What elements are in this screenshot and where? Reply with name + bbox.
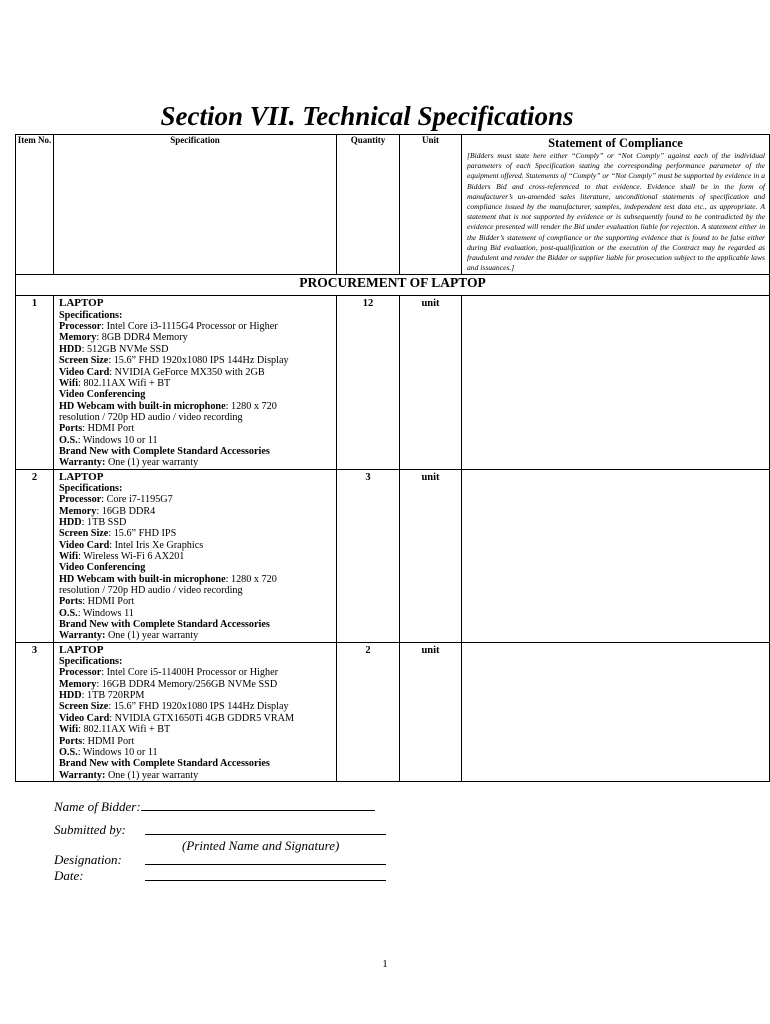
spec-value: : 1TB SSD xyxy=(81,516,127,528)
item-specification xyxy=(54,296,337,469)
item-compliance-cell[interactable] xyxy=(462,469,770,642)
spec-line xyxy=(59,758,332,769)
spec-value: : Core i7-1195G7 xyxy=(101,494,173,506)
spec-label: Memory xyxy=(59,505,97,517)
item-quantity: 2 xyxy=(337,642,400,781)
spec-line xyxy=(59,747,332,758)
spec-value: : 802.11AX Wifi + BT xyxy=(78,377,171,389)
section-heading-row xyxy=(16,275,770,296)
spec-label: HD Webcam with built-in microphone xyxy=(59,400,226,412)
spec-line xyxy=(59,389,332,400)
page-number: 1 xyxy=(382,958,388,970)
technical-specifications-table xyxy=(15,134,770,782)
spec-line xyxy=(59,344,332,355)
spec-value: One (1) year warranty xyxy=(105,457,199,469)
item-unit: unit xyxy=(400,469,462,642)
submitted-by-line xyxy=(145,822,386,835)
spec-label: Specifications: xyxy=(59,482,123,494)
spec-value: : Windows 11 xyxy=(77,607,134,619)
spec-line xyxy=(59,724,332,735)
spec-line xyxy=(59,517,332,528)
spec-line xyxy=(59,528,332,539)
date-label: Date: xyxy=(54,868,84,883)
spec-line xyxy=(59,310,332,321)
item-specification xyxy=(54,469,337,642)
spec-label: O.S. xyxy=(59,746,78,758)
table-header-row xyxy=(16,135,770,275)
spec-line xyxy=(59,596,332,607)
spec-value: : 802.11AX Wifi + BT xyxy=(78,724,171,736)
item-quantity: 3 xyxy=(337,469,400,642)
item-specification xyxy=(54,642,337,781)
item-unit: unit xyxy=(400,296,462,469)
spec-label: HDD xyxy=(59,343,82,355)
spec-value: : Intel Iris Xe Graphics xyxy=(109,539,204,551)
spec-label: Video Card xyxy=(59,539,110,551)
spec-label: HDD xyxy=(59,690,82,702)
spec-value: : Intel Core i3-1115G4 Processor or Higher xyxy=(101,321,278,333)
name-of-bidder-label: Name of Bidder: xyxy=(54,799,141,814)
header-specification: Specification xyxy=(54,135,337,275)
spec-line xyxy=(59,770,332,781)
spec-value: : Intel Core i5-11400H Processor or Higher xyxy=(101,667,278,679)
item-number: 3 xyxy=(16,642,54,781)
spec-label: Specifications: xyxy=(59,309,123,321)
spec-label: Processor xyxy=(59,321,102,333)
spec-value: : NVIDIA GTX1650Ti 4GB GDDR5 VRAM xyxy=(109,712,295,724)
spec-value: : Wireless Wi-Fi 6 AX201 xyxy=(78,551,185,562)
spec-line xyxy=(59,378,332,389)
spec-line xyxy=(59,656,332,667)
submitted-by-label: Submitted by: xyxy=(54,822,126,837)
spec-label: Processor xyxy=(59,494,102,506)
spec-value: : 8GB DDR4 Memory xyxy=(96,332,188,344)
spec-value: : NVIDIA GeForce MX350 with 2GB xyxy=(109,366,265,378)
spec-value: : 1TB 720RPM xyxy=(81,690,145,702)
spec-label: Memory xyxy=(59,332,97,344)
item-row xyxy=(16,469,770,642)
spec-line xyxy=(59,540,332,551)
page-title: Section VII. Technical Specifications xyxy=(160,101,574,131)
spec-label: Ports xyxy=(59,596,83,608)
date-line xyxy=(145,868,386,881)
item-compliance-cell[interactable] xyxy=(462,642,770,781)
section-heading: PROCUREMENT OF LAPTOP xyxy=(16,275,770,296)
item-row xyxy=(16,642,770,781)
item-number: 1 xyxy=(16,296,54,469)
spec-line xyxy=(59,412,332,423)
spec-label: HD Webcam with built-in microphone xyxy=(59,573,226,585)
spec-label: Ports xyxy=(59,735,83,747)
item-quantity: 12 xyxy=(337,296,400,469)
spec-value: One (1) year warranty xyxy=(105,769,199,781)
spec-label: Wifi xyxy=(59,551,79,562)
item-title: LAPTOP xyxy=(59,297,104,310)
spec-line xyxy=(59,701,332,712)
spec-line xyxy=(59,457,332,468)
spec-value: resolution / 720p HD audio / video recording xyxy=(59,585,243,597)
spec-line xyxy=(59,585,332,596)
item-title: LAPTOP xyxy=(59,643,104,656)
spec-label: Processor xyxy=(59,667,102,679)
spec-value: resolution / 720p HD audio / video recording xyxy=(59,411,243,423)
spec-label: Wifi xyxy=(59,724,79,736)
spec-value: : HDMI Port xyxy=(82,735,135,747)
spec-line xyxy=(59,574,332,585)
spec-value: : 1280 x 720 xyxy=(225,573,277,585)
spec-value: : 15.6” FHD IPS xyxy=(108,528,177,540)
spec-label: Brand New with Complete Standard Accessories xyxy=(59,758,270,770)
spec-label: HDD xyxy=(59,516,82,528)
spec-line xyxy=(59,736,332,747)
item-rows xyxy=(16,296,770,781)
item-unit: unit xyxy=(400,642,462,781)
spec-label: O.S. xyxy=(59,434,78,446)
spec-line xyxy=(59,367,332,378)
spec-line xyxy=(59,401,332,412)
name-of-bidder-line xyxy=(141,798,375,811)
compliance-instructions: [Bidders must state here either “Comply” or “Not Comply” against each of the individual parameters of each Specification stating the corresponding performance parameter of the equipment offered. Statements of “Comply” or “Not Comply” must be supported by evidence in a Bidders Bid and cross-referenced to that evidence. Evidence shall be in the form of manufacturer’s un-amended sales literature, unconditional statements of specification and compliance issued by the manufacturer, samples, independent test data etc., as appropriate. A statement that is not supported by evidence or is subsequently found to be contradicted by the evidence presented will render the Bid under evaluation liable for rejection. A statement either in the Bidder’s statement of compliance or the supporting evidence that is found to be false either during Bid evaluation, post-qualification or the execution of the Contract may be regarded as fraudulent and render the Bidder or supplier liable for prosecution subject to the applicable laws and issuances.] xyxy=(467,151,765,273)
designation-line xyxy=(145,852,386,865)
spec-line xyxy=(59,562,332,573)
spec-label: Warranty: xyxy=(59,630,106,642)
spec-value: : 16GB DDR4 Memory/256GB NVMe SSD xyxy=(96,678,278,690)
spec-line xyxy=(59,619,332,630)
header-statement-of-compliance xyxy=(462,135,770,275)
spec-label: Brand New with Complete Standard Accessories xyxy=(59,619,270,631)
spec-label: Ports xyxy=(59,423,83,435)
spec-label: Warranty: xyxy=(59,769,106,781)
spec-line xyxy=(59,321,332,332)
spec-line xyxy=(59,679,332,690)
spec-label: Video Card xyxy=(59,712,110,724)
spec-line xyxy=(59,483,332,494)
spec-line xyxy=(59,423,332,434)
spec-label: Video Conferencing xyxy=(59,562,146,574)
spec-line xyxy=(59,446,332,457)
spec-line xyxy=(59,713,332,724)
spec-label: Video Conferencing xyxy=(59,389,146,401)
spec-value: : 16GB DDR4 xyxy=(96,505,156,517)
header-unit: Unit xyxy=(400,135,462,275)
spec-line xyxy=(59,667,332,678)
spec-label: Memory xyxy=(59,678,97,690)
item-number: 2 xyxy=(16,469,54,642)
spec-label: Specifications: xyxy=(59,656,123,668)
spec-line xyxy=(59,355,332,366)
spec-value: : HDMI Port xyxy=(82,423,135,435)
spec-value: : HDMI Port xyxy=(82,596,135,608)
spec-line xyxy=(59,435,332,446)
spec-value: : 15.6” FHD 1920x1080 IPS 144Hz Display xyxy=(108,701,289,713)
spec-value: : 1280 x 720 xyxy=(225,400,277,412)
spec-line xyxy=(59,608,332,619)
spec-value: One (1) year warranty xyxy=(105,630,199,642)
spec-label: O.S. xyxy=(59,607,78,619)
compliance-title: Statement of Compliance xyxy=(548,136,683,150)
spec-label: Wifi xyxy=(59,377,79,389)
spec-label: Screen Size xyxy=(59,701,109,713)
spec-value: : Windows 10 or 11 xyxy=(77,434,158,446)
spec-line xyxy=(59,332,332,343)
spec-value: : 512GB NVMe SSD xyxy=(81,343,169,355)
printed-name-caption: (Printed Name and Signature) xyxy=(182,838,340,853)
spec-value: : Windows 10 or 11 xyxy=(77,746,158,758)
item-title: LAPTOP xyxy=(59,470,104,483)
spec-value: : 15.6” FHD 1920x1080 IPS 144Hz Display xyxy=(108,355,289,367)
spec-line xyxy=(59,630,332,641)
spec-label: Screen Size xyxy=(59,355,109,367)
spec-line xyxy=(59,690,332,701)
spec-line xyxy=(59,551,332,562)
item-compliance-cell[interactable] xyxy=(462,296,770,469)
designation-label: Designation: xyxy=(54,852,122,867)
header-item-no: Item No. xyxy=(16,135,54,275)
spec-line xyxy=(59,506,332,517)
spec-line xyxy=(59,494,332,505)
spec-label: Warranty: xyxy=(59,457,106,469)
spec-label: Brand New with Complete Standard Accessories xyxy=(59,445,270,457)
item-row xyxy=(16,296,770,469)
spec-label: Screen Size xyxy=(59,528,109,540)
spec-label: Video Card xyxy=(59,366,110,378)
header-quantity: Quantity xyxy=(337,135,400,275)
